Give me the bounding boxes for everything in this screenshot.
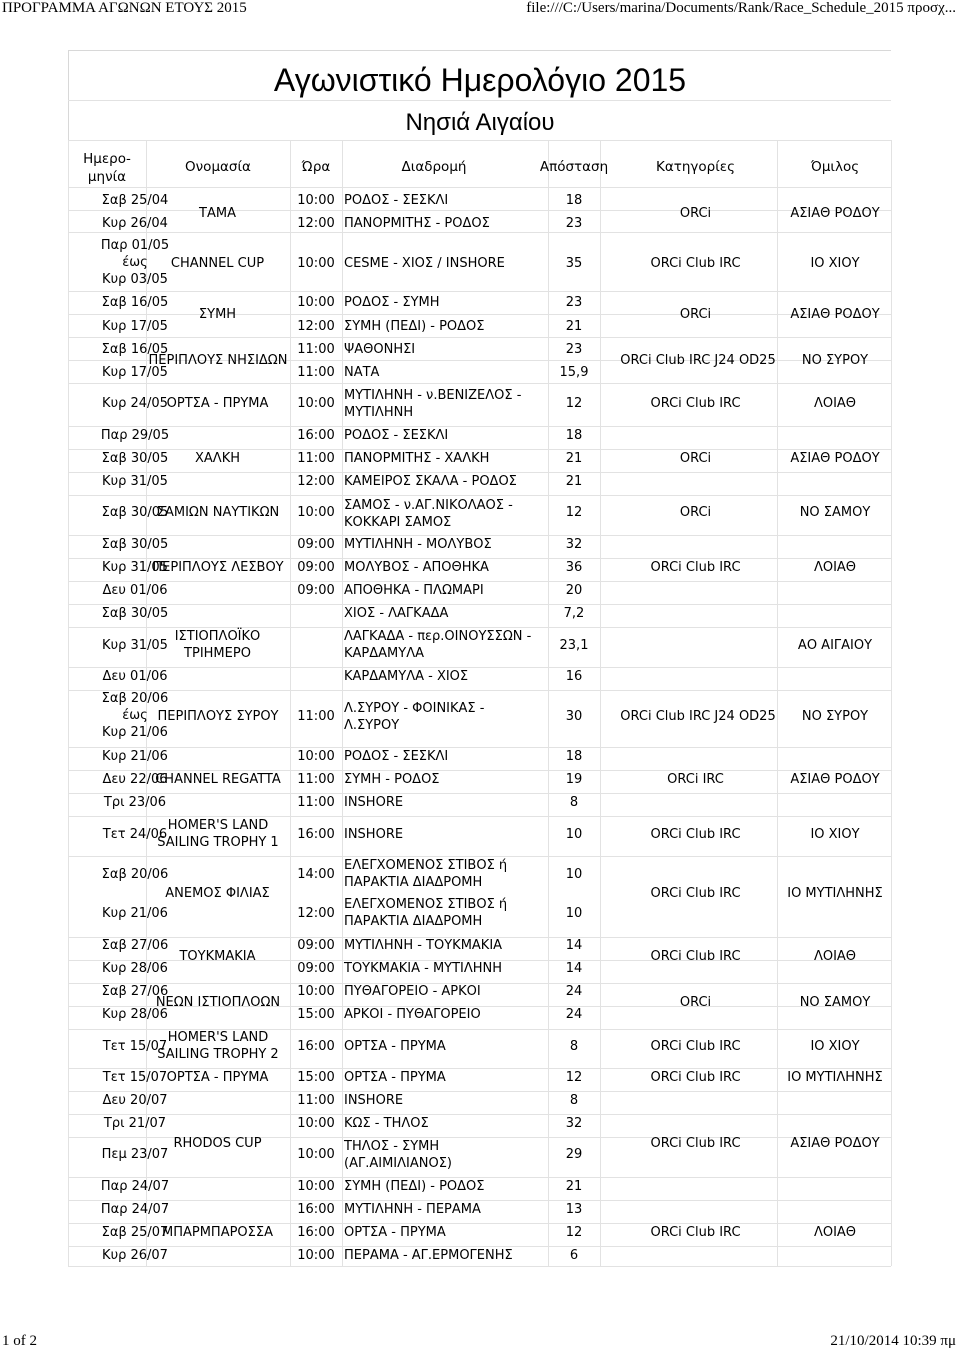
cell-time: 10:00 <box>297 1116 335 1131</box>
cell-route: ΚΑΜΕΙΡΟΣ ΣΚΑΛΑ - ΡΟΔΟΣ <box>344 474 517 489</box>
cell-distance: 12 <box>565 396 583 411</box>
cell-club: ΑΣΙΑΘ ΡΟΔΟΥ <box>790 206 880 221</box>
cell-route: ΣΑΜΟΣ - ν.ΑΓ.ΝΙΚΟΛΑΟΣ - ΚΟΚΚΑΡΙ ΣΑΜΟΣ <box>344 498 513 530</box>
page-subtitle: Νησιά Αιγαίου <box>405 109 555 136</box>
grid-col-line <box>548 140 549 1266</box>
cell-date: Δευ 01/06 <box>102 583 168 598</box>
cell-date: Σαβ 30/05 <box>101 606 169 621</box>
cell-date: Κυρ 28/06 <box>102 961 168 976</box>
cell-club: ΙΟ ΧΙΟΥ <box>810 827 860 842</box>
cell-club: ΝΟ ΣΥΡΟΥ <box>801 709 869 724</box>
cell-distance: 36 <box>565 560 583 575</box>
cell-categories: ORCi IRC <box>667 772 724 787</box>
browser-print-footer <box>0 1333 960 1355</box>
cell-categories: ORCi Club IRC J24 OD25 <box>620 709 776 724</box>
cell-route: ΟΡΤΣΑ - ΠΡΥΜΑ <box>344 1039 446 1054</box>
col-header-distance: Απόσταση <box>539 159 609 175</box>
col-header-name: Ονομασία <box>185 159 251 175</box>
cell-time: 12:00 <box>297 906 335 921</box>
cell-distance: 24 <box>565 1007 583 1022</box>
cell-route: ΡΟΔΟΣ - ΣΥΜΗ <box>344 295 440 310</box>
cell-categories: ORCi Club IRC <box>650 256 741 271</box>
cell-categories: ORCi Club IRC <box>650 1070 741 1085</box>
grid-row-line <box>68 495 891 496</box>
grid-row-line <box>68 291 891 292</box>
cell-club: ΑΣΙΑΘ ΡΟΔΟΥ <box>790 451 880 466</box>
print-footer-page: 1 of 2 <box>2 1333 37 1349</box>
cell-route: ΠΑΝΟΡΜΙΤΗΣ - ΧΑΛΚΗ <box>344 451 490 466</box>
cell-time: 10:00 <box>297 749 335 764</box>
cell-route: INSHORE <box>344 827 404 842</box>
cell-distance: 19 <box>565 772 583 787</box>
cell-date: Τρι 23/06 <box>103 795 167 810</box>
cell-categories: ORCi Club IRC <box>650 886 741 901</box>
cell-route: ΡΟΔΟΣ - ΣΕΣΚΛΙ <box>344 193 449 208</box>
cell-time: 10:00 <box>297 984 335 999</box>
cell-time: 09:00 <box>297 537 335 552</box>
cell-distance: 10 <box>565 867 583 882</box>
cell-name: ΠΕΡΙΠΛΟΥΣ ΝΗΣΙΔΩΝ <box>148 353 288 368</box>
grid-row-line <box>68 690 891 691</box>
cell-club: ΛΟΙΑΘ <box>813 949 857 964</box>
cell-distance: 23,1 <box>559 638 589 653</box>
grid-row-line <box>68 140 891 141</box>
cell-route: ΨΑΘΟΝΗΣΙ <box>344 342 416 357</box>
col-header-club: Όμιλος <box>810 159 860 175</box>
col-header-date <box>72 150 142 186</box>
cell-club: ΑΣΙΑΘ ΡΟΔΟΥ <box>790 307 880 322</box>
cell-name: ΣΥΜΗ <box>198 307 237 322</box>
cell-date: Τετ 15/07 <box>102 1039 168 1054</box>
cell-club: ΝΟ ΣΥΡΟΥ <box>801 353 869 368</box>
cell-distance: 35 <box>565 256 583 271</box>
cell-categories: ORCi <box>679 505 712 520</box>
cell-name: CHANNEL CUP <box>170 256 265 271</box>
cell-route: ΠΥΘΑΓΟΡΕΙΟ - ΑΡΚΟΙ <box>344 984 481 999</box>
grid-row-line <box>68 232 891 233</box>
cell-distance: 18 <box>565 749 583 764</box>
cell-club: ΙΟ ΜΥΤΙΛΗΝΗΣ <box>787 886 883 901</box>
cell-club: ΛΟΙΑΘ <box>813 396 857 411</box>
cell-name: ΧΑΛΚΗ <box>195 451 240 466</box>
cell-club: ΙΟ ΜΥΤΙΛΗΝΗΣ <box>787 1070 883 1085</box>
cell-date: Κυρ 28/06 <box>102 1007 168 1022</box>
cell-date: Τετ 24/06 <box>102 827 168 842</box>
cell-date: Τρι 21/07 <box>103 1116 167 1131</box>
cell-categories: ORCi <box>679 206 712 221</box>
cell-distance: 21 <box>565 451 583 466</box>
cell-distance: 16 <box>565 669 583 684</box>
cell-distance: 18 <box>565 428 583 443</box>
cell-distance: 14 <box>565 961 583 976</box>
cell-time: 10:00 <box>297 193 335 208</box>
cell-route: ΜΥΤΙΛΗΝΗ - ΤΟΥΚΜΑΚΙΑ <box>344 938 503 953</box>
cell-route: ΟΡΤΣΑ - ΠΡΥΜΑ <box>344 1070 446 1085</box>
cell-distance: 12 <box>565 1225 583 1240</box>
cell-categories: ORCi <box>679 307 712 322</box>
cell-time: 11:00 <box>297 709 335 724</box>
cell-distance: 23 <box>565 342 583 357</box>
cell-route: ΕΛΕΓΧΟΜΕΝΟΣ ΣΤΙΒΟΣ ή ΠΑΡΑΚΤΙΑ ΔΙΑΔΡΟΜΗ <box>344 897 508 929</box>
cell-time: 16:00 <box>297 1225 335 1240</box>
cell-time: 11:00 <box>297 451 335 466</box>
cell-categories: ORCi Club IRC J24 OD25 <box>620 353 776 368</box>
cell-club: ΛΟΙΑΘ <box>813 560 857 575</box>
cell-categories: ORCi <box>679 451 712 466</box>
cell-route: INSHORE <box>344 1093 404 1108</box>
cell-date: Κυρ 26/07 <box>102 1248 168 1263</box>
cell-time: 12:00 <box>297 319 335 334</box>
cell-time: 15:00 <box>297 1070 335 1085</box>
cell-route: ΤΗΛΟΣ - ΣΥΜΗ (ΑΓ.ΑΙΜΙΛΙΑΝΟΣ) <box>344 1139 452 1171</box>
cell-name: ΠΕΡΙΠΛΟΥΣ ΣΥΡΟΥ <box>157 709 279 724</box>
cell-date: Πεμ 23/07 <box>101 1147 169 1162</box>
grid-col-line <box>777 140 778 1266</box>
cell-time: 16:00 <box>297 428 335 443</box>
cell-name: ΝΕΩΝ ΙΣΤΙΟΠΛΟΩΝ <box>155 995 281 1010</box>
grid-row-line <box>68 337 891 338</box>
cell-route: ΣΥΜΗ - ΡΟΔΟΣ <box>344 772 440 787</box>
cell-date: Σαβ 27/06 <box>101 938 169 953</box>
cell-date: Κυρ 31/05 <box>102 560 168 575</box>
cell-time: 10:00 <box>297 295 335 310</box>
cell-route: ΧΙΟΣ - ΛΑΓΚΑΔΑ <box>344 606 449 621</box>
page-title: Αγωνιστικό Ημερολόγιο 2015 <box>273 62 687 98</box>
cell-time: 10:00 <box>297 1248 335 1263</box>
cell-date: Κυρ 31/05 <box>102 474 168 489</box>
cell-club: ΝΟ ΣΑΜΟΥ <box>799 505 871 520</box>
col-header-categories: Κατηγορίες <box>655 159 736 175</box>
cell-time: 16:00 <box>297 827 335 842</box>
col-header-date-text: Ημερο- μηνία <box>83 151 131 185</box>
cell-distance: 10 <box>565 906 583 921</box>
cell-categories: ORCi Club IRC <box>650 1039 741 1054</box>
cell-time: 16:00 <box>297 1202 335 1217</box>
cell-club: ΝΟ ΣΑΜΟΥ <box>799 995 871 1010</box>
cell-route: ΜΟΛΥΒΟΣ - ΑΠΟΘΗΚΑ <box>344 560 489 575</box>
grid-row-line <box>68 1266 891 1267</box>
grid-col-line <box>68 140 69 1266</box>
cell-date: Δευ 22/06 <box>102 772 168 787</box>
cell-categories: ORCi <box>679 995 712 1010</box>
cell-name: HOMER'S LAND SAILING TROPHY 1 <box>157 818 279 850</box>
cell-date: Δευ 20/07 <box>102 1093 168 1108</box>
grid-row-line <box>68 383 891 384</box>
cell-route: ΟΡΤΣΑ - ΠΡΥΜΑ <box>344 1225 446 1240</box>
cell-time: 11:00 <box>297 365 335 380</box>
grid-row-line <box>68 100 891 101</box>
cell-date: Κυρ 24/05 <box>102 396 168 411</box>
grid-col-line <box>891 140 892 1266</box>
cell-date: Παρ 24/07 <box>100 1179 170 1194</box>
cell-distance: 10 <box>565 827 583 842</box>
cell-route: ΑΠΟΘΗΚΑ - ΠΛΩΜΑΡΙ <box>344 583 484 598</box>
cell-club: ΙΟ ΧΙΟΥ <box>810 1039 860 1054</box>
cell-route: ΣΥΜΗ (ΠΕΔΙ) - ΡΟΔΟΣ <box>344 1179 485 1194</box>
cell-distance: 23 <box>565 295 583 310</box>
cell-distance: 12 <box>565 1070 583 1085</box>
cell-time: 10:00 <box>297 505 335 520</box>
cell-time: 11:00 <box>297 772 335 787</box>
cell-date: Παρ 24/07 <box>100 1202 170 1217</box>
cell-date: Σαβ 16/05 <box>101 295 169 310</box>
cell-route: Λ.ΣΥΡΟΥ - ΦΟΙΝΙΚΑΣ - Λ.ΣΥΡΟΥ <box>344 701 485 733</box>
cell-route: ΜΥΤΙΛΗΝΗ - ΜΟΛΥΒΟΣ <box>344 537 492 552</box>
cell-route: CESME - ΧΙΟΣ / INSHORE <box>344 256 505 271</box>
cell-time: 14:00 <box>297 867 335 882</box>
cell-distance: 8 <box>569 1093 579 1108</box>
cell-distance: 21 <box>565 474 583 489</box>
cell-distance: 24 <box>565 984 583 999</box>
cell-date: Κυρ 26/04 <box>102 216 168 231</box>
cell-name: ΙΣΤΙΟΠΛΟΪΚΟ ΤΡΙΗΜΕΡΟ <box>174 629 261 661</box>
cell-time: 09:00 <box>297 938 335 953</box>
cell-categories: ORCi Club IRC <box>650 560 741 575</box>
grid-row-line <box>68 187 891 188</box>
cell-time: 11:00 <box>297 342 335 357</box>
cell-distance: 18 <box>565 193 583 208</box>
browser-print-header <box>0 0 960 20</box>
cell-name: ΤΑΜΑ <box>199 206 236 221</box>
grid-col-line <box>342 140 343 1266</box>
cell-date: Παρ 29/05 <box>100 428 170 443</box>
cell-route: ΛΑΓΚΑΔΑ - περ.ΟΙΝΟΥΣΣΩΝ - ΚΑΡΔΑΜΥΛΑ <box>344 629 532 661</box>
print-footer-datetime: 21/10/2014 10:39 πμ <box>830 1333 956 1349</box>
cell-date: Σαβ 27/06 <box>101 984 169 999</box>
cell-distance: 8 <box>569 795 579 810</box>
cell-route: ΜΥΤΙΛΗΝΗ - ν.ΒΕΝΙΖΕΛΟΣ - ΜΥΤΙΛΗΝΗ <box>344 388 522 420</box>
cell-date: Κυρ 21/06 <box>102 749 168 764</box>
cell-club: ΑΣΙΑΘ ΡΟΔΟΥ <box>790 772 880 787</box>
cell-distance: 12 <box>565 505 583 520</box>
cell-distance: 15,9 <box>559 365 589 380</box>
cell-distance: 8 <box>569 1039 579 1054</box>
cell-name: CHANNEL REGATTA <box>155 772 281 787</box>
cell-route: ΜΥΤΙΛΗΝΗ - ΠΕΡΑΜΑ <box>344 1202 481 1217</box>
cell-distance: 30 <box>565 709 583 724</box>
cell-date: Σαβ 30/05 <box>101 505 169 520</box>
cell-name: ΑΝΕΜΟΣ ΦΙΛΙΑΣ <box>165 886 270 901</box>
cell-time: 09:00 <box>297 583 335 598</box>
cell-date: Παρ 01/05 έως Κυρ 03/05 <box>100 238 170 287</box>
cell-time: 09:00 <box>297 961 335 976</box>
cell-time: 09:00 <box>297 560 335 575</box>
print-header-url: file:///C:/Users/marina/Documents/Rank/Race_Schedule_2015 προσχ... <box>526 0 956 16</box>
cell-date: Σαβ 25/07 <box>101 1225 169 1240</box>
cell-distance: 29 <box>565 1147 583 1162</box>
cell-date: Κυρ 21/06 <box>102 906 168 921</box>
cell-distance: 7,2 <box>563 606 585 621</box>
cell-route: ΚΩΣ - ΤΗΛΟΣ <box>344 1116 429 1131</box>
cell-distance: 13 <box>565 1202 583 1217</box>
cell-route: ΠΕΡΑΜΑ - ΑΓ.ΕΡΜΟΓΕΝΗΣ <box>344 1248 513 1263</box>
cell-route: ΡΟΔΟΣ - ΣΕΣΚΛΙ <box>344 428 449 443</box>
cell-time: 10:00 <box>297 256 335 271</box>
cell-time: 11:00 <box>297 1093 335 1108</box>
cell-time: 10:00 <box>297 396 335 411</box>
cell-time: 16:00 <box>297 1039 335 1054</box>
cell-date: Δευ 01/06 <box>102 669 168 684</box>
cell-name: ΣΑΜΙΩΝ ΝΑΥΤΙΚΩΝ <box>156 505 280 520</box>
cell-name: HOMER'S LAND SAILING TROPHY 2 <box>157 1030 279 1062</box>
cell-name: RHODOS CUP <box>173 1136 262 1151</box>
cell-date: Σαβ 20/06 έως Κυρ 21/06 <box>101 691 169 740</box>
cell-name: ΟΡΤΣΑ - ΠΡΥΜΑ <box>166 396 269 411</box>
cell-route: ΠΑΝΟΡΜΙΤΗΣ - ΡΟΔΟΣ <box>344 216 490 231</box>
cell-name: ΠΕΡΙΠΛΟΥΣ ΛΕΣΒΟΥ <box>152 560 284 575</box>
grid-col-line <box>290 140 291 1266</box>
cell-time: 10:00 <box>297 1179 335 1194</box>
cell-route: ΚΑΡΔΑΜΥΛΑ - ΧΙΟΣ <box>344 669 469 684</box>
cell-distance: 32 <box>565 1116 583 1131</box>
cell-date: Σαβ 30/05 <box>101 451 169 466</box>
cell-date: Σαβ 25/04 <box>101 193 169 208</box>
cell-distance: 14 <box>565 938 583 953</box>
col-header-time: Ώρα <box>301 159 331 175</box>
cell-date: Σαβ 20/06 <box>101 867 169 882</box>
cell-club: ΑΟ ΑΙΓΑΙΟΥ <box>797 638 873 653</box>
cell-categories: ORCi Club IRC <box>650 396 741 411</box>
cell-date: Σαβ 16/05 <box>101 342 169 357</box>
cell-date: Κυρ 17/05 <box>102 365 168 380</box>
cell-route: ΡΟΔΟΣ - ΣΕΣΚΛΙ <box>344 749 449 764</box>
cell-time: 15:00 <box>297 1007 335 1022</box>
cell-club: ΛΟΙΑΘ <box>813 1225 857 1240</box>
cell-categories: ORCi Club IRC <box>650 1136 741 1151</box>
cell-distance: 6 <box>569 1248 579 1263</box>
cell-name: ΟΡΤΣΑ - ΠΡΥΜΑ <box>166 1070 269 1085</box>
cell-time: 12:00 <box>297 216 335 231</box>
cell-distance: 23 <box>565 216 583 231</box>
cell-categories: ORCi Club IRC <box>650 827 741 842</box>
cell-route: ΝΑΤΑ <box>344 365 380 380</box>
cell-club: ΑΣΙΑΘ ΡΟΔΟΥ <box>790 1136 880 1151</box>
cell-date: Κυρ 17/05 <box>102 319 168 334</box>
cell-date: Τετ 15/07 <box>102 1070 168 1085</box>
cell-date: Σαβ 30/05 <box>101 537 169 552</box>
cell-route: ΑΡΚΟΙ - ΠΥΘΑΓΟΡΕΙΟ <box>344 1007 481 1022</box>
cell-distance: 20 <box>565 583 583 598</box>
cell-club: ΙΟ ΧΙΟΥ <box>810 256 860 271</box>
cell-time: 10:00 <box>297 1147 335 1162</box>
cell-distance: 32 <box>565 537 583 552</box>
col-header-route: Διαδρομή <box>401 159 467 175</box>
cell-date: Κυρ 31/05 <box>102 638 168 653</box>
cell-categories: ORCi Club IRC <box>650 1225 741 1240</box>
cell-categories: ORCi Club IRC <box>650 949 741 964</box>
cell-route: INSHORE <box>344 795 404 810</box>
cell-time: 12:00 <box>297 474 335 489</box>
print-header-title: ΠΡΟΓΡΑΜΜΑ ΑΓΩΝΩΝ ΕΤΟΥΣ 2015 <box>2 0 247 16</box>
cell-route: ΕΛΕΓΧΟΜΕΝΟΣ ΣΤΙΒΟΣ ή ΠΑΡΑΚΤΙΑ ΔΙΑΔΡΟΜΗ <box>344 858 508 890</box>
cell-time: 11:00 <box>297 795 335 810</box>
cell-distance: 21 <box>565 319 583 334</box>
cell-distance: 21 <box>565 1179 583 1194</box>
grid-col-line <box>600 140 601 1266</box>
cell-route: ΣΥΜΗ (ΠΕΔΙ) - ΡΟΔΟΣ <box>344 319 485 334</box>
cell-route: ΤΟΥΚΜΑΚΙΑ - ΜΥΤΙΛΗΝΗ <box>344 961 503 976</box>
cell-name: ΜΠΑΡΜΠΑΡΟΣΣΑ <box>161 1225 273 1240</box>
cell-name: ΤΟΥΚΜΑΚΙΑ <box>179 949 256 964</box>
